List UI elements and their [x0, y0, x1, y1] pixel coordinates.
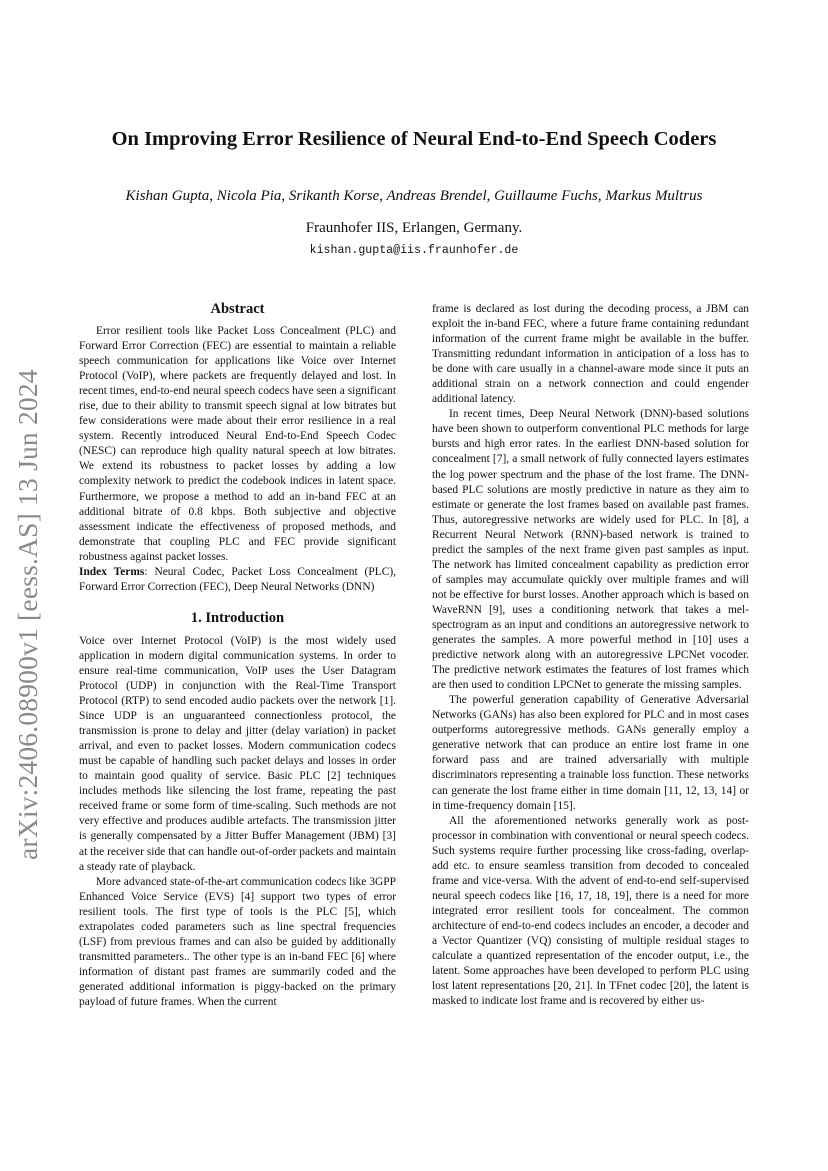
- paper-title: On Improving Error Resilience of Neural End-to-End Speech Coders: [111, 128, 717, 150]
- left-column: [79, 300, 396, 1010]
- body-paragraph: frame is declared as lost during the decoding process, a JBM can exploit the in-band FEC, where a future frame containing redundant information of the current frame might be available in the buffer. Transmitting redundant information in anticipation of a loss has to be done with care usually in a channel-aware mode since it puts an additional strain on a network connection and could engender additional latency.: [432, 303, 749, 406]
- index-terms-label: Index Terms: [79, 565, 145, 578]
- index-terms: [79, 565, 396, 595]
- body-paragraph: The powerful generation capability of Generative Adversarial Networks (GANs) has also been explored for PLC and in most cases outperforms autoregressive methods. GANs generally employ a generative network that can produce an entire lost frame in one forward pass and are trained adversarially with multiple discriminators representing a trainable loss function. These networks can generate the lost frame either in time domain [11, 12, 13, 14] or in time-frequency domain [15].: [432, 694, 749, 812]
- author-list: Kishan Gupta, Nicola Pia, Srikanth Korse, Andreas Brendel, Guillaume Fuchs, Markus Multrus: [125, 188, 703, 204]
- index-terms-text: : Neural Codec, Packet Loss Concealment (PLC), Forward Error Correction (FEC), Deep Neural Networks (DNN): [79, 565, 396, 593]
- abstract-heading: Abstract: [210, 301, 265, 317]
- right-column: [432, 302, 749, 1009]
- introduction-heading: 1. Introduction: [190, 609, 285, 626]
- affiliation: Fraunhofer IIS, Erlangen, Germany.: [305, 220, 523, 236]
- intro-paragraph: More advanced state-of-the-art communication codecs like 3GPP Enhanced Voice Service (EVS) [4] support two types of error resilient tools. The first type of tools is the PLC [5], which extrapolates coded parameters such as line spectral frequencies (LSF) from previous frames and can also be guided by additionally transmitted parameters.. The other type is an in-band FEC [6] where information of distant past frames are summarily coded and the generated additional information is piggy-backed on the primary payload of future frames. When the current: [79, 875, 396, 1008]
- arxiv-identifier-stamp: arXiv:2406.08900v1 [eess.AS] 13 Jun 2024: [12, 369, 43, 860]
- contact-email: kishan.gupta@iis.fraunhofer.de: [309, 244, 519, 257]
- intro-paragraph: Voice over Internet Protocol (VoIP) is the most widely used application in modern digital communication systems. In order to ensure real-time communication, VoIP uses the User Datagram Protocol (UDP) in conjunction with the Real-Time Transport Protocol (RTP) to send encoded audio packets over the network [1]. Since UDP is an unguaranteed connectionless protocol, the transmission is prone to delay and jitter (delay variation) in packet arrival, and even to packet losses. Modern communication codecs must be capable of handling such packet delays and losses in order to maintain good quality of service. Basic PLC [2] techniques includes methods like silencing the lost frame, repeating the past received frame or some form of time-scaling. Such methods are not very effective and produces audible artefacts. The transmission jitter is generally compensated by a Jitter Buffer Management (JBM) [3] at the receiver side that can handle out-of-order packets and maintain a steady rate of playback.: [79, 634, 396, 873]
- abstract-body: Error resilient tools like Packet Loss Concealment (PLC) and Forward Error Correction (FEC) are essential to maintain a reliable speech communication for applications like Voice over Internet Protocol (VoIP), where packets are frequently delayed and lost. In recent times, end-to-end neural speech codecs have seen a significant rise, due to their ability to transmit speech signal at low bitrates but few considerations were made about their error resilience in a real system. Recently introduced Neural End-to-End Speech Codec (NESC) can reproduce high quality natural speech at low bitrates. We extend its robustness to packet losses by adding a low complexity network to predict the codebook indices in latent space. Furthermore, we propose a method to add an in-band FEC at an additional bitrate of 0.8 kbps. Both subjective and objective assessment indicate the effectiveness of proposed methods, and demonstrate that coupling PLC and FEC provide significant robustness against packet losses.: [79, 325, 396, 563]
- body-paragraph: In recent times, Deep Neural Network (DNN)-based solutions have been shown to outperform conventional PLC methods for large bursts and high error rates. In the earliest DNN-based solution for concealment [7], a small network of fully connected layers estimates the log power spectrum and the phase of the lost frame. The DNN-based PLC solutions are mostly predictive in nature as they aim to estimate or generate the lost frames based on available past frames. Thus, autoregressive networks are widely used for PLC. In [8], a Recurrent Neural Network (RNN)-based network is trained to predict the samples of the next frame given past samples as input. The network has limited concealment capability as prediction error of samples may accumulate quickly over multiple frames and will not be effective for burst losses. Another approach which is based on WaveRNN [9], uses a conditioning network that takes a mel-spectrogram as an input and conditions an autoregressive network to generates the samples. A more powerful method in [10] uses a predictive network along with an autoregressive LPCNet vocoder. The predictive network estimates the features of lost frames which are then used to condition LPCNet to generate the missing samples.: [432, 408, 749, 692]
- body-paragraph: All the aforementioned networks generally work as post-processor in combination with conventional or neural speech codecs. Such systems require further processing like cross-fading, overlap-add etc. to ensure seamless transition from decoded to concealed frame and vice-versa. With the advent of end-to-end self-supervised neural speech codecs like [16, 17, 18, 19], there is a need for more integrated error resilient tools for concealment. The common architecture of end-to-end codecs includes an encoder, a decoder and a Vector Quantizer (VQ) consisting of multiple residual stages to calculate a quantized representation of the encoder output, i.e., the latent. Some approaches have been developed to perform PLC using lost latent representations [20, 21]. In TFnet codec [20], the latent is masked to indicate lost frame and is recovered by either us-: [432, 814, 749, 1008]
